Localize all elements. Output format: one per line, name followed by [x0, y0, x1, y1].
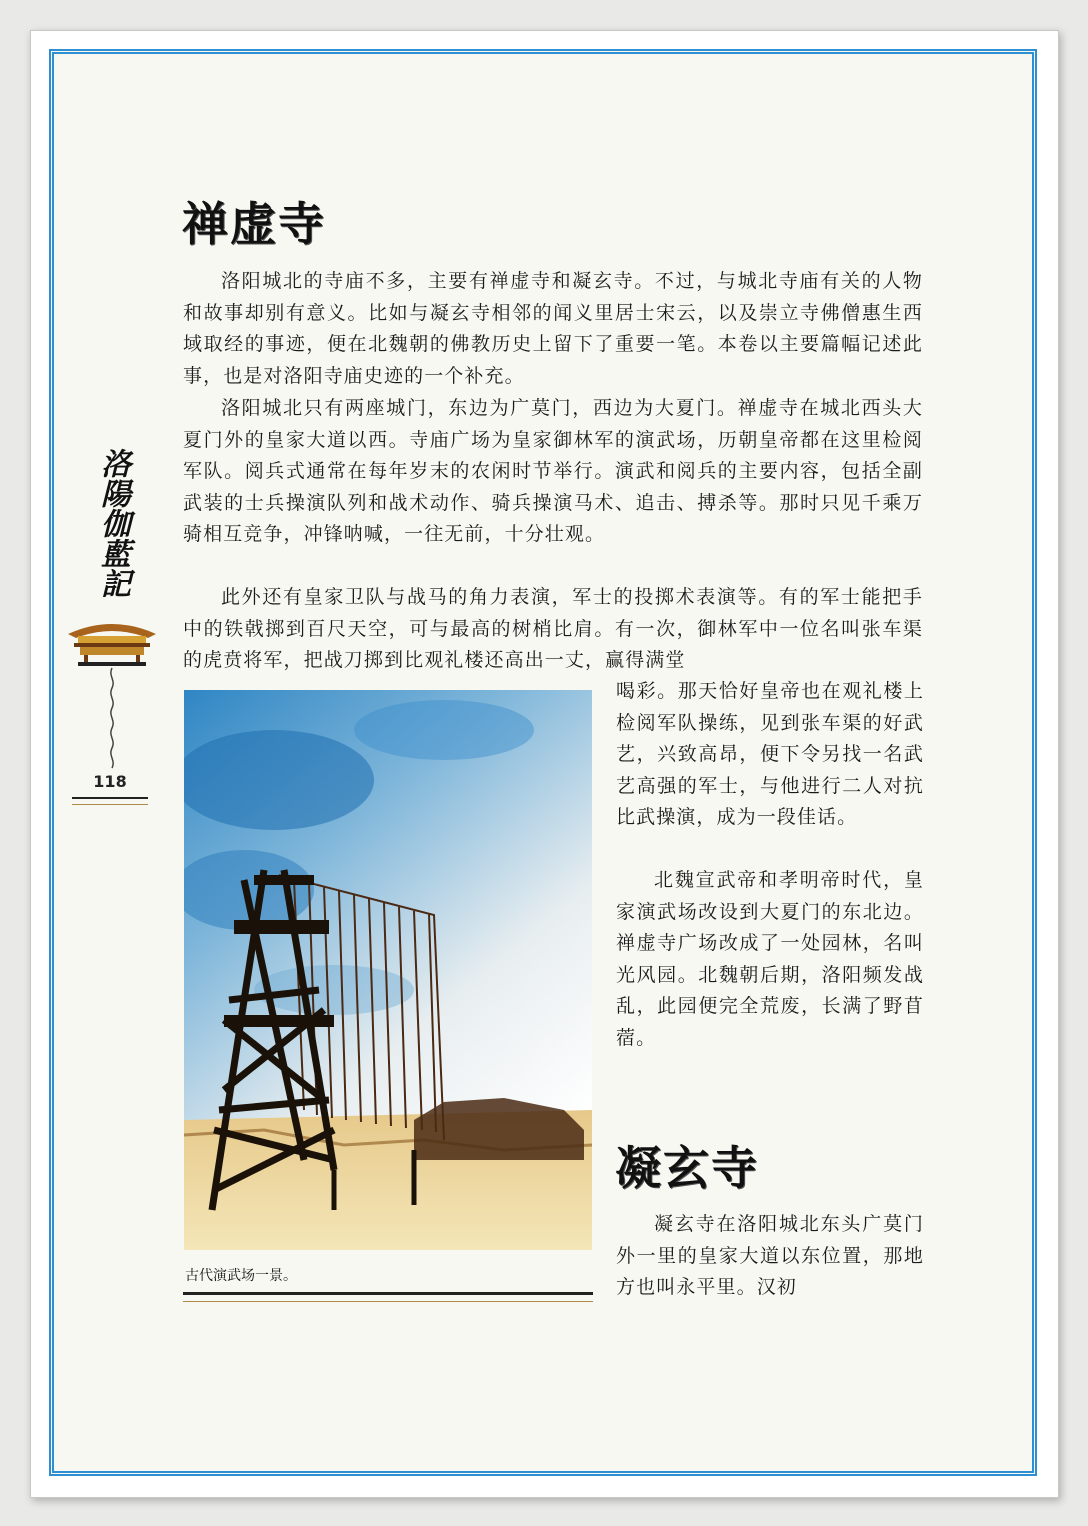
drill-ground-photo: [184, 690, 592, 1250]
paragraph: 此外还有皇家卫队与战马的角力表演，军士的投掷术表演等。有的军士能把手中的铁戟掷到百尺天空，可与最高的树梢比肩。有一次，御林军中一位名叫张车渠的虎贲将军，把战刀掷到比观礼楼还高出一丈，赢得满堂: [183, 586, 923, 671]
paragraph: 凝玄寺在洛阳城北东头广莫门外一里的皇家大道以东位置，那地方也叫永平里。汉初: [616, 1213, 924, 1298]
paragraph-continuation: 喝彩。那天恰好皇帝也在观礼楼上检阅军队操练，见到张车渠的好武艺，兴致高昂，便下令另找一名武艺高强的军士，与他进行二人对抗比武操演，成为一段佳话。: [616, 680, 924, 828]
section-title-ningxuan-temple: 凝玄寺: [615, 1141, 759, 1195]
page-number: 118: [93, 772, 127, 791]
caption-rule: [183, 1292, 593, 1302]
paragraph: 洛阳城北的寺庙不多，主要有禅虚寺和凝玄寺。不过，与城北寺庙有关的人物和故事却别有意义。比如与凝玄寺相邻的闻义里居士宋云，以及崇立寺佛僧惠生西域取经的事迹，便在北魏朝的佛教历史上留下了重要一笔。本卷以主要篇幅记述此事，也是对洛阳寺庙史迹的一个补充。: [183, 270, 923, 387]
paragraph: 洛阳城北只有两座城门，东边为广莫门，西边为大夏门。禅虚寺在城北西头大夏门外的皇家大道以西。寺庙广场为皇家御林军的演武场，历朝皇帝都在这里检阅军队。阅兵式通常在每年岁末的农闲时节举行。演武和阅兵的主要内容，包括全副武装的士兵操演队列和战术动作、骑兵操演马术、追击、搏杀等。那时只见千乘万骑相互竞争，冲锋呐喊，一往无前，十分壮观。: [183, 397, 923, 545]
pavilion-ornament-icon: [64, 612, 160, 772]
book-title-vertical: 洛陽伽藍記: [95, 448, 130, 598]
section-title-chanxu-temple: 禅虚寺: [182, 197, 326, 251]
photo-caption: 古代演武场一景。: [185, 1268, 297, 1284]
paragraph: 北魏宣武帝和孝明帝时代，皇家演武场改设到大夏门的东北边。禅虚寺广场改成了一处园林，名叫光风园。北魏朝后期，洛阳频发战乱，此园便完全荒废，长满了野苜蓿。: [616, 869, 924, 1049]
page-number-rule: [72, 797, 148, 805]
